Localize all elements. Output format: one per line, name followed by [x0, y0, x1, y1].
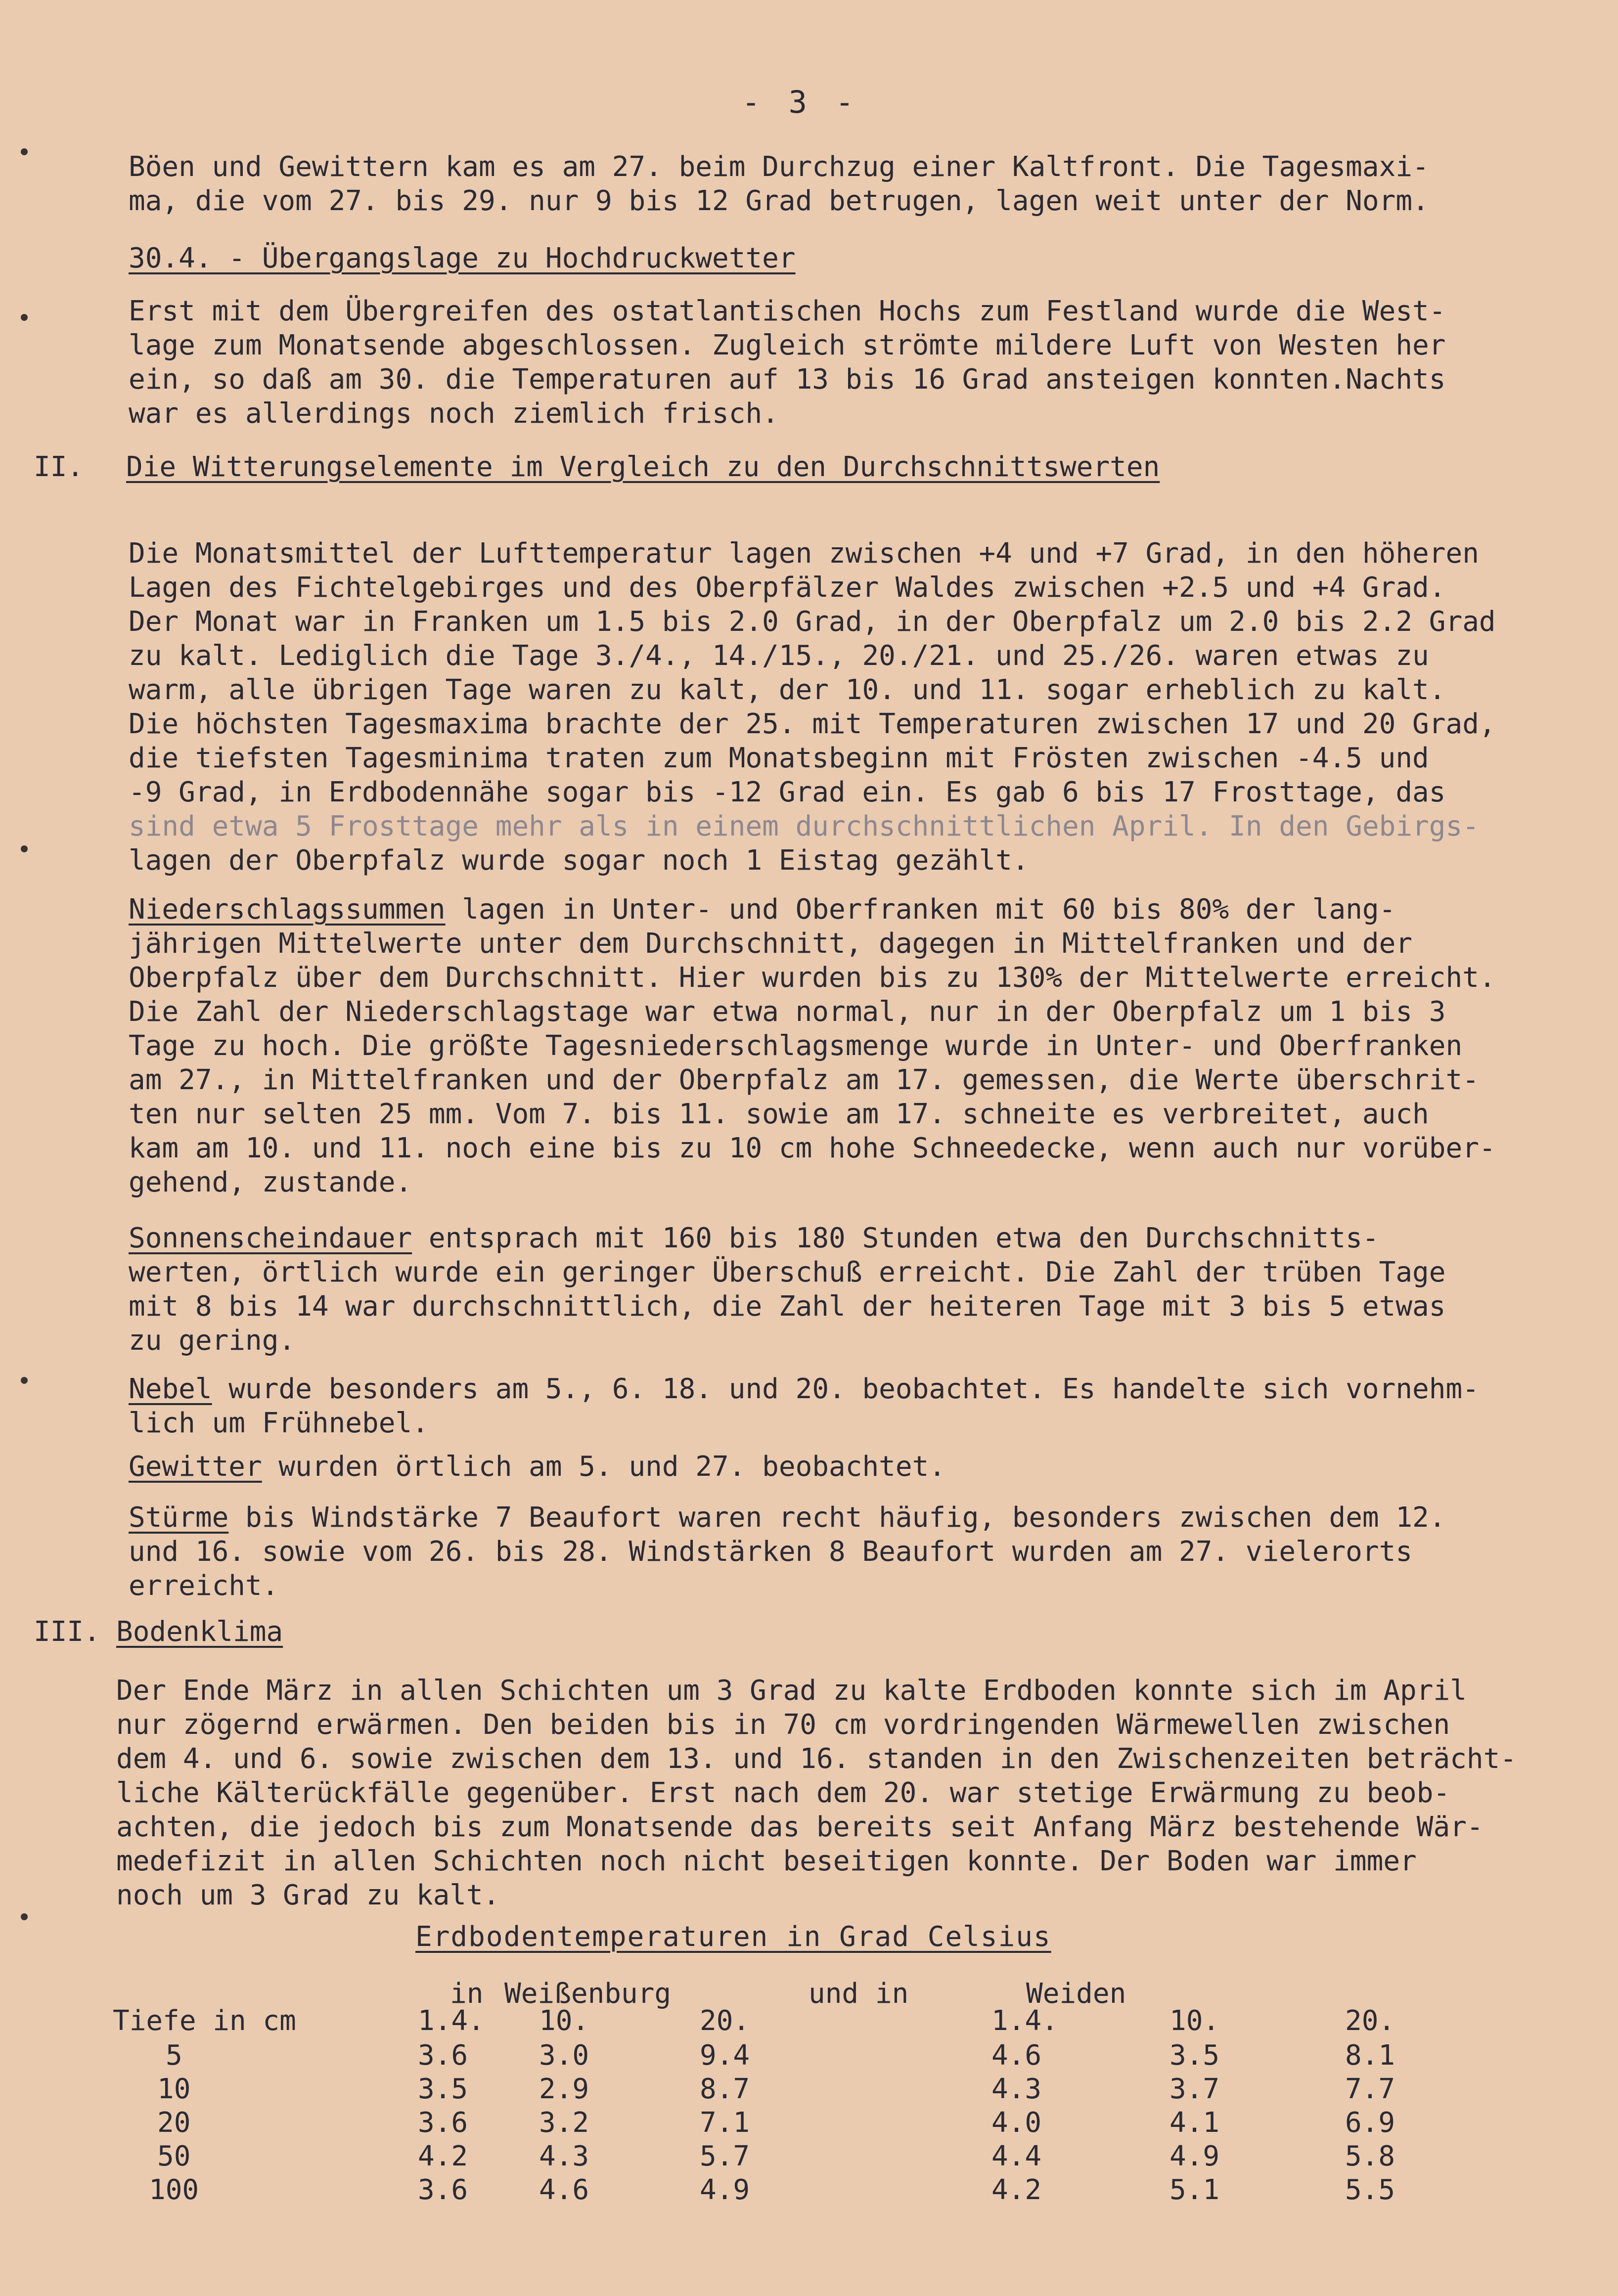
- keyword-sunshine: Sonnenscheindauer: [129, 1222, 412, 1254]
- temperature-cell: 3.7: [1169, 2073, 1220, 2105]
- text-line: war es allerdings noch ziemlich frisch.: [129, 397, 779, 430]
- depth-cell: 10: [157, 2073, 191, 2105]
- text-line: kam am 10. und 11. noch eine bis zu 10 cm hohe Schneedecke, wenn auch nur vorüber-: [129, 1132, 1496, 1164]
- temperature-cell: 5.8: [1345, 2140, 1395, 2172]
- paragraph-sunshine: [129, 1221, 1577, 1358]
- date-header: 1.4.: [991, 2005, 1058, 2037]
- line-rest: entsprach mit 160 bis 180 Stunden etwa den Durchschnitts-: [412, 1222, 1379, 1254]
- text-line: Tage zu hoch. Die größte Tagesniederschlagsmenge wurde in Unter- und Oberfranken: [129, 1030, 1463, 1062]
- paragraph-gusts: [129, 150, 1577, 218]
- temperature-cell: 7.1: [700, 2107, 750, 2139]
- temperature-cell: 4.4: [991, 2140, 1042, 2172]
- text-line: und 16. sowie vom 26. bis 28. Windstärken 8 Beaufort wurden am 27. vielerorts: [129, 1536, 1413, 1568]
- paragraph-soil-climate: [116, 1674, 1565, 1912]
- text-line: achten, die jedoch bis zum Monatsende das bereits seit Anfang März bestehende Wär-: [116, 1811, 1483, 1843]
- paragraph-thunderstorms: [129, 1450, 1577, 1484]
- temperature-cell: 4.2: [991, 2174, 1042, 2206]
- temperature-cell: 4.9: [700, 2174, 750, 2206]
- temperature-cell: 8.1: [1345, 2039, 1395, 2072]
- paragraph-fog: [129, 1372, 1577, 1440]
- temperature-cell: 8.7: [700, 2073, 750, 2105]
- keyword-fog: Nebel: [129, 1373, 212, 1405]
- paragraph-precipitation: [129, 892, 1577, 1199]
- station-connector: und in: [809, 1978, 909, 2010]
- text-line: ten nur selten 25 mm. Vom 7. bis 11. sowie am 17. schneite es verbreitet, auch: [129, 1098, 1429, 1130]
- date-header: 10.: [539, 2005, 589, 2037]
- text-line: Lagen des Fichtelgebirges und des Oberpfälzer Waldes zwischen +2.5 und +4 Grad.: [129, 572, 1446, 604]
- text-line: zu gering.: [129, 1325, 296, 1357]
- temperature-cell: 3.6: [418, 2174, 468, 2206]
- temperature-cell: 9.4: [700, 2039, 750, 2072]
- temperature-cell: 3.6: [418, 2039, 468, 2072]
- temperature-cell: 4.6: [991, 2039, 1042, 2072]
- paragraph-temperature: [129, 536, 1577, 878]
- text-line: [129, 1221, 1577, 1255]
- paragraph-west-situation: [129, 294, 1577, 431]
- line-rest: bis Windstärke 7 Beaufort waren recht häufig, besonders zwischen dem 12.: [228, 1501, 1446, 1534]
- line-rest: lagen in Unter- und Oberfranken mit 60 bis 80% der lang-: [445, 893, 1396, 926]
- text-line: [129, 1450, 1577, 1484]
- temperature-cell: 3.6: [418, 2107, 468, 2139]
- text-line: am 27., in Mittelfranken und der Oberpfalz am 17. gemessen, die Werte überschrit-: [129, 1064, 1479, 1096]
- text-line: Böen und Gewittern kam es am 27. beim Durchzug einer Kaltfront. Die Tagesmaxi-: [129, 151, 1429, 183]
- binder-hole: [21, 148, 28, 155]
- text-line: mit 8 bis 14 war durchschnittlich, die Zahl der heiteren Tage mit 3 bis 5 etwas: [129, 1290, 1446, 1323]
- table-title: Erdbodentemperaturen in Grad Celsius: [415, 1921, 1051, 1953]
- text-line: sind etwa 5 Frosttage mehr als in einem durchschnittlichen April. In den Gebirgs-: [129, 810, 1479, 842]
- text-line: ein, so daß am 30. die Temperaturen auf 13 bis 16 Grad ansteigen konnten.Nachts: [129, 363, 1446, 396]
- keyword-thunderstorms: Gewitter: [129, 1451, 262, 1483]
- keyword-precipitation: Niederschlagssummen: [129, 893, 446, 926]
- text-line: ma, die vom 27. bis 29. nur 9 bis 12 Grad betrugen, lagen weit unter der Norm.: [129, 185, 1429, 217]
- text-line: werten, örtlich wurde ein geringer Überschuß erreicht. Die Zahl der trüben Tage: [129, 1256, 1446, 1288]
- text-line: gehend, zustande.: [129, 1166, 412, 1198]
- chapter-number: III.: [34, 1616, 100, 1648]
- temperature-cell: 4.3: [991, 2073, 1042, 2105]
- text-line: nur zögernd erwärmen. Den beiden bis in 70 cm vordringenden Wärmewellen zwischen: [116, 1709, 1450, 1741]
- date-header: 20.: [1345, 2005, 1395, 2037]
- date-header: 1.4.: [418, 2005, 485, 2037]
- text-line: jährigen Mittelwerte unter dem Durchschnitt, dagegen in Mittelfranken und der: [129, 927, 1413, 960]
- text-line: zu kalt. Lediglich die Tage 3./4., 14./15., 20./21. und 25./26. waren etwas zu: [129, 640, 1429, 672]
- temperature-cell: 3.0: [539, 2039, 589, 2072]
- temperature-cell: 4.3: [539, 2140, 589, 2172]
- temperature-cell: 4.2: [418, 2140, 468, 2172]
- text-line: [129, 1372, 1577, 1406]
- text-line: noch um 3 Grad zu kalt.: [116, 1879, 500, 1911]
- temperature-cell: 7.7: [1345, 2073, 1395, 2105]
- text-line: [129, 1501, 1577, 1535]
- temperature-cell: 4.1: [1169, 2107, 1220, 2139]
- text-line: die tiefsten Tagesminima traten zum Monatsbeginn mit Frösten zwischen -4.5 und: [129, 742, 1429, 774]
- text-line: lagen der Oberpfalz wurde sogar noch 1 Eistag gezählt.: [129, 844, 1029, 877]
- text-line: lich um Frühnebel.: [129, 1407, 429, 1439]
- text-line: Oberpfalz über dem Durchschnitt. Hier wurden bis zu 130% der Mittelwerte erreicht.: [129, 962, 1496, 994]
- text-line: Die Monatsmittel der Lufttemperatur lagen zwischen +4 und +7 Grad, in den höheren: [129, 537, 1479, 570]
- temperature-cell: 3.5: [1169, 2039, 1220, 2072]
- temperature-cell: 5.7: [700, 2140, 750, 2172]
- temperature-cell: 2.9: [539, 2073, 589, 2105]
- text-line: medefizit in allen Schichten noch nicht beseitigen konnte. Der Boden war immer: [116, 1845, 1417, 1877]
- text-line: lage zum Monatsende abgeschlossen. Zugleich strömte mildere Luft von Westen her: [129, 329, 1446, 361]
- keyword-storms: Stürme: [129, 1501, 229, 1534]
- date-header: 20.: [700, 2005, 750, 2037]
- page-number: - 3 -: [742, 84, 859, 120]
- temperature-cell: 4.6: [539, 2174, 589, 2206]
- date-header: 10.: [1169, 2005, 1220, 2037]
- binder-hole: [21, 845, 28, 852]
- binder-hole: [21, 314, 28, 321]
- binder-hole: [21, 1913, 28, 1920]
- depth-cell: 20: [157, 2107, 191, 2139]
- chapter-title: Bodenklima: [116, 1616, 283, 1648]
- text-line: Die höchsten Tagesmaxima brachte der 25. mit Temperaturen zwischen 17 und 20 Grad,: [129, 708, 1496, 740]
- subheading-transition: 30.4. - Übergangslage zu Hochdruckwetter: [129, 242, 796, 274]
- depth-cell: 50: [157, 2140, 191, 2172]
- paragraph-storms: [129, 1501, 1577, 1603]
- station-name: Weiden: [1026, 1978, 1126, 2010]
- text-line: Der Monat war in Franken um 1.5 bis 2.0 Grad, in der Oberpfalz um 2.0 bis 2.2 Grad: [129, 606, 1496, 638]
- chapter-number: II.: [34, 451, 84, 483]
- temperature-cell: 5.5: [1345, 2174, 1395, 2206]
- temperature-cell: 3.2: [539, 2107, 589, 2139]
- temperature-cell: 4.0: [991, 2107, 1042, 2139]
- text-line: Der Ende März in allen Schichten um 3 Grad zu kalte Erdboden konnte sich im April: [116, 1675, 1467, 1707]
- depth-cell: 100: [149, 2174, 199, 2206]
- text-line: dem 4. und 6. sowie zwischen dem 13. und 16. standen in den Zwischenzeiten beträcht-: [116, 1743, 1517, 1775]
- temperature-cell: 5.1: [1169, 2174, 1220, 2206]
- station-prefix: in: [450, 1978, 484, 2010]
- chapter-title: Die Witterungselemente im Vergleich zu den Durchschnittswerten: [126, 451, 1160, 483]
- temperature-cell: 6.9: [1345, 2107, 1395, 2139]
- station-name: Weißenburg: [504, 1978, 672, 2010]
- text-line: -9 Grad, in Erdbodennähe sogar bis -12 Grad ein. Es gab 6 bis 17 Frosttage, das: [129, 776, 1446, 808]
- text-line: warm, alle übrigen Tage waren zu kalt, der 10. und 11. sogar erheblich zu kalt.: [129, 674, 1446, 706]
- depth-cell: 5: [166, 2039, 182, 2072]
- line-rest: wurden örtlich am 5. und 27. beobachtet.: [262, 1451, 946, 1483]
- depth-label: Tiefe in cm: [113, 2005, 296, 2037]
- temperature-cell: 4.9: [1169, 2140, 1220, 2172]
- text-line: liche Kälterückfälle gegenüber. Erst nach dem 20. war stetige Erwärmung zu beob-: [116, 1777, 1450, 1809]
- text-line: [129, 892, 1577, 927]
- line-rest: wurde besonders am 5., 6. 18. und 20. beobachtet. Es handelte sich vornehm-: [212, 1373, 1479, 1405]
- text-line: erreicht.: [129, 1570, 279, 1602]
- temperature-cell: 3.5: [418, 2073, 468, 2105]
- text-line: Erst mit dem Übergreifen des ostatlantischen Hochs zum Festland wurde die West-: [129, 295, 1446, 327]
- text-line: Die Zahl der Niederschlagstage war etwa normal, nur in der Oberpfalz um 1 bis 3: [129, 996, 1446, 1028]
- binder-hole: [21, 1377, 28, 1384]
